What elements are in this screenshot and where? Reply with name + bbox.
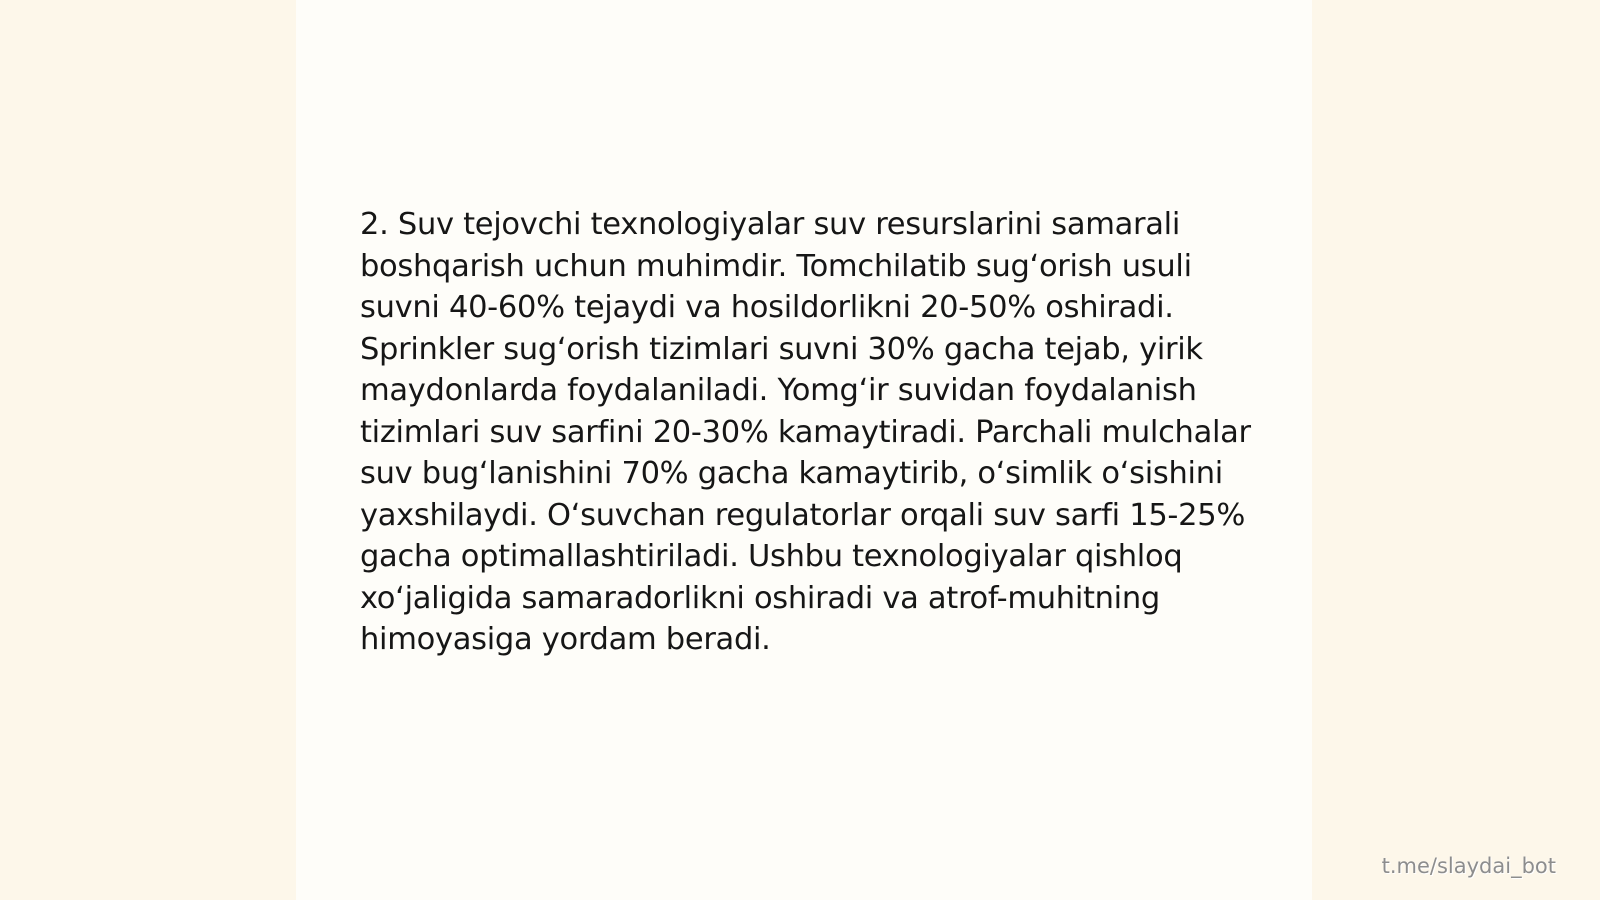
watermark-text: t.me/slaydai_bot	[1381, 854, 1556, 878]
slide-canvas	[296, 0, 1312, 900]
slide-body-paragraph: 2. Suv tejovchi texnologiyalar suv resurslarini samarali boshqarish uchun muhimdir. Tomchilatib sug‘orish usuli suvni 40-60% tejaydi va hosildorlikni 20-50% oshiradi. Sprinkler sug‘orish tizimlari suvni 30% gacha tejab, yirik maydonlarda foydalaniladi. Yomg‘ir suvidan foydalanish tizimlari suv sarfini 20-30% kamaytiradi. Parchali mulchalar suv bug‘lanishini 70% gacha kamaytirib, o‘simlik o‘sishini yaxshilaydi. O‘suvchan regulatorlar orqali suv sarfi 15-25% gacha optimallashtiriladi. Ushbu texnologiyalar qishloq xo‘jaligida samaradorlikni oshiradi va atrof-muhitning himoyasiga yordam beradi.	[360, 207, 1251, 657]
right-margin-panel	[1312, 0, 1600, 900]
left-margin-panel	[0, 0, 296, 900]
